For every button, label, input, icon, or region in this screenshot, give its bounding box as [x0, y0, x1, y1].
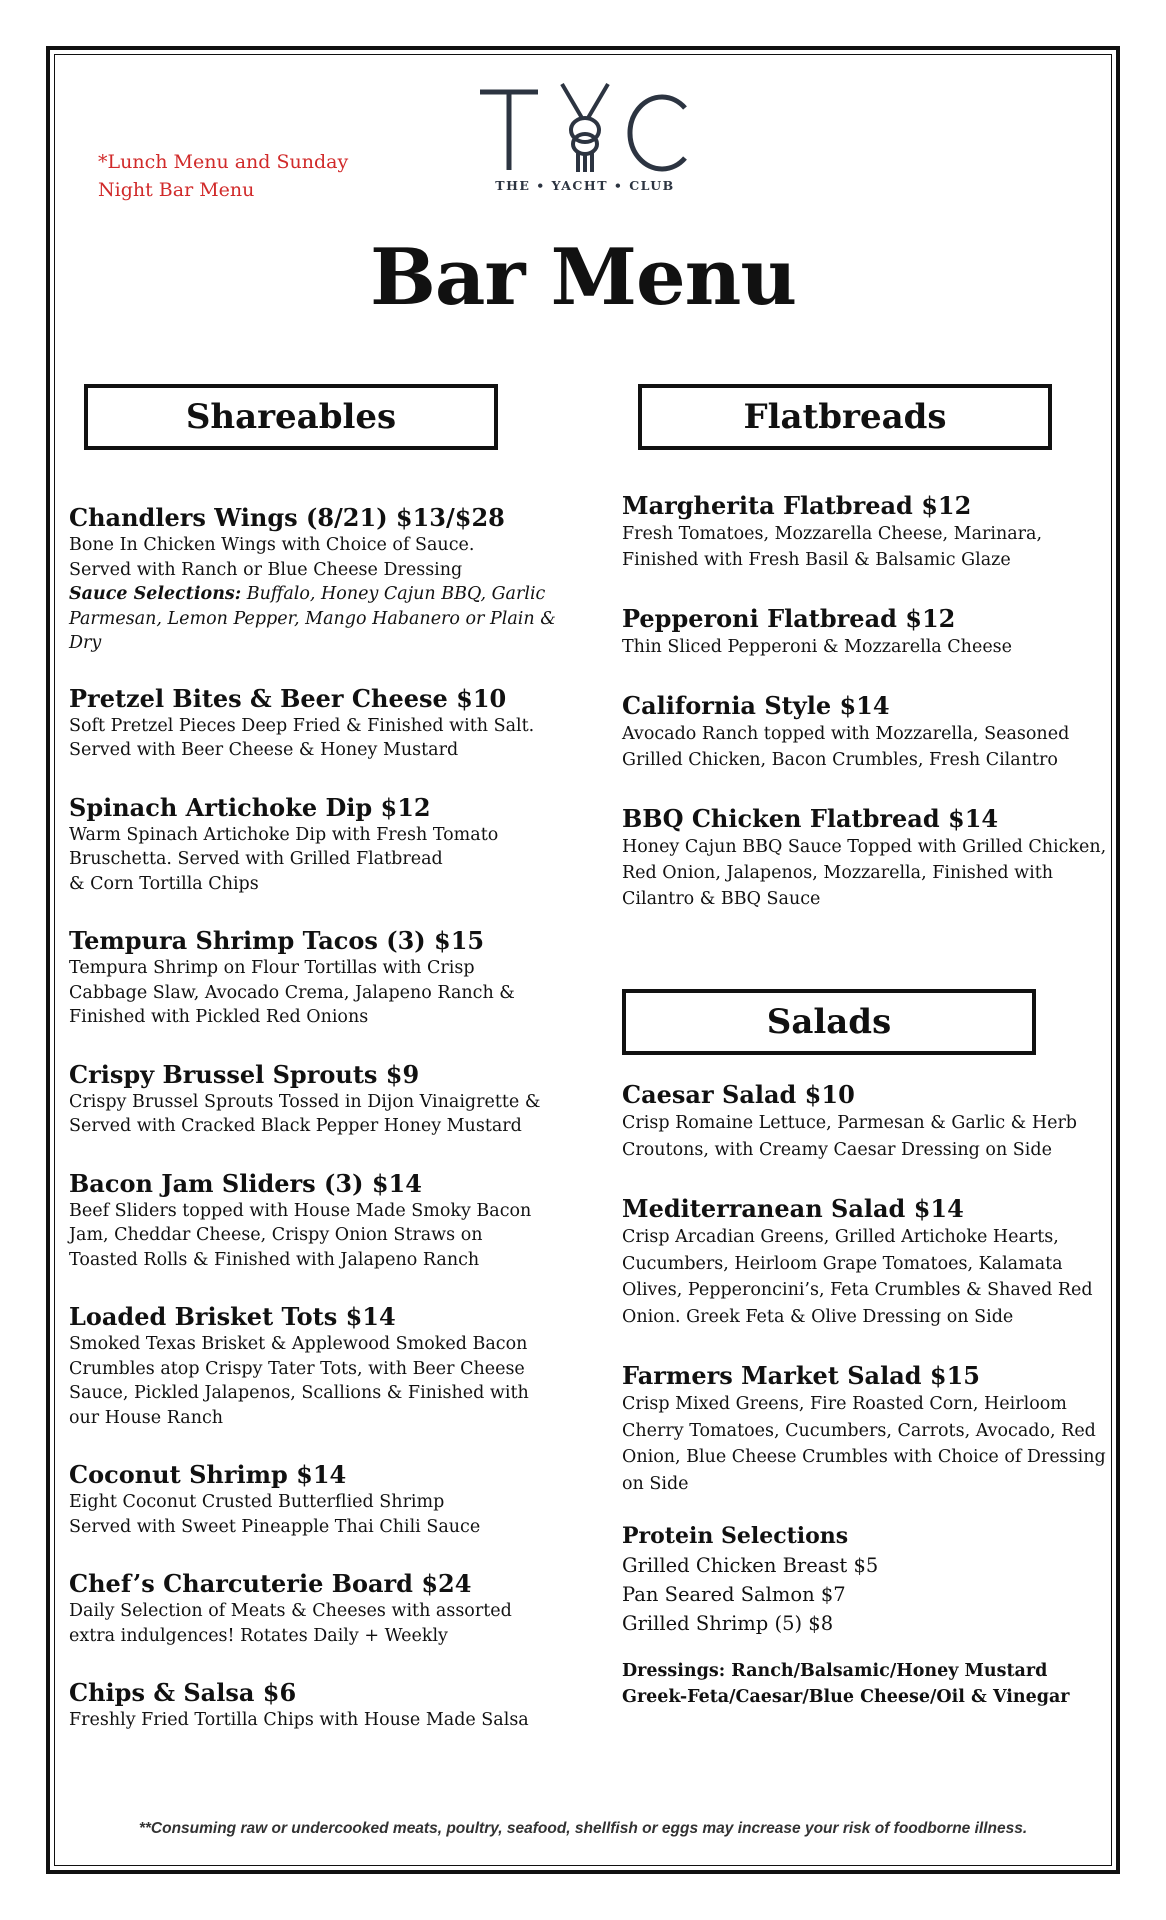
menu-item [622, 1361, 1112, 1497]
item-desc: extra indulgences! Rotates Daily + Weekly [69, 1625, 448, 1646]
item-desc: Avocado Ranch topped with Mozzarella, Seasoned [622, 724, 1070, 744]
item-name: Tempura Shrimp Tacos (3) $15 [69, 926, 485, 955]
item-desc: Finished with Fresh Basil & Balsamic Glaze [622, 550, 1011, 570]
item-desc: Freshly Fried Tortilla Chips with House Made Salsa [69, 1710, 529, 1730]
item-name: Margherita Flatbread $12 [622, 491, 972, 520]
item-name: Coconut Shrimp $14 [69, 1460, 347, 1489]
item-desc: Crispy Brussel Sprouts Tossed in Dijon Vinaigrette & [69, 1091, 541, 1112]
item-desc: Served with Sweet Pineapple Thai Chili Sauce [69, 1516, 481, 1537]
flatbreads-heading: Flatbreads [638, 384, 1052, 450]
item-desc: Red Onion, Jalapenos, Mozzarella, Finished with [622, 863, 1054, 883]
shareables-heading: Shareables [84, 384, 498, 450]
item-desc: Served with Beer Cheese & Honey Mustard [69, 740, 459, 760]
item-desc: Crisp Mixed Greens, Fire Roasted Corn, Heirloom [622, 1394, 1067, 1414]
item-name: Chef’s Charcuterie Board $24 [69, 1569, 472, 1598]
item-name: Chips & Salsa $6 [69, 1678, 297, 1707]
dressings-line: Greek-Feta/Caesar/Blue Cheese/Oil & Vinegar [622, 1687, 1070, 1707]
item-desc: Served with Cracked Black Pepper Honey Mustard [69, 1116, 522, 1136]
menu-note [98, 148, 398, 204]
sauce-selections [69, 582, 569, 607]
item-desc: Crisp Romaine Lettuce, Parmesan & Garlic & Herb [622, 1113, 1078, 1133]
menu-item [622, 491, 1112, 573]
salads-heading: Salads [622, 989, 1036, 1055]
item-name: Chandlers Wings (8/21) $13/$28 [69, 503, 505, 532]
item-desc: Finished with Pickled Red Onions [69, 1007, 369, 1027]
item-desc: Crumbles atop Crispy Tater Tots, with Beer Cheese [69, 1358, 525, 1379]
item-name: Farmers Market Salad $15 [622, 1361, 980, 1390]
menu-item [622, 691, 1112, 773]
shareables-column [69, 503, 569, 1733]
dressings-line: Dressings: Ranch/Balsamic/Honey Mustard [622, 1661, 1048, 1681]
menu-item [69, 1060, 569, 1139]
item-name: Pretzel Bites & Beer Cheese $10 [69, 683, 507, 713]
menu-item [622, 604, 1112, 660]
item-desc: Crisp Arcadian Greens, Grilled Artichoke Hearts, [622, 1227, 1059, 1247]
item-desc: Beef Sliders topped with House Made Smoky Bacon [69, 1200, 532, 1221]
item-desc: Honey Cajun BBQ Sauce Topped with Grilled Chicken, [622, 837, 1107, 857]
menu-item [69, 684, 569, 763]
protein-item: Grilled Shrimp (5) $8 [622, 1612, 834, 1635]
menu-item [622, 1194, 1112, 1330]
item-desc: Warm Spinach Artichoke Dip with Fresh Tomato [69, 824, 499, 845]
item-desc: & Corn Tortilla Chips [69, 873, 259, 894]
menu-item [622, 1080, 1112, 1163]
item-desc: Smoked Texas Brisket & Applewood Smoked Bacon [69, 1334, 528, 1354]
item-desc: Cabbage Slaw, Avocado Crema, Jalapeno Ranch & [69, 982, 515, 1003]
menu-item [69, 1460, 569, 1539]
item-desc: Cucumbers, Heirloom Grape Tomatoes, Kalamata [622, 1253, 1063, 1274]
item-desc: Daily Selection of Meats & Cheeses with assorted [69, 1601, 512, 1621]
item-name: Crispy Brussel Sprouts $9 [69, 1059, 420, 1089]
menu-item [69, 503, 569, 656]
item-desc: Eight Coconut Crusted Butterflied Shrimp [69, 1492, 445, 1512]
item-name: Loaded Brisket Tots $14 [69, 1302, 396, 1331]
item-desc: Served with Ranch or Blue Cheese Dressing [69, 559, 463, 580]
item-name: BBQ Chicken Flatbread $14 [622, 804, 999, 833]
salads-column [622, 1080, 1112, 1710]
item-desc: Bruschetta. Served with Grilled Flatbread [69, 849, 443, 869]
menu-item [69, 1169, 569, 1273]
page-title: Bar Menu [369, 232, 797, 323]
item-desc: Fresh Tomatoes, Mozzarella Cheese, Marinara, [622, 524, 1043, 544]
flatbreads-column [622, 491, 1112, 912]
item-desc: our House Ranch [69, 1407, 224, 1428]
note-line-2: Night Bar Menu [98, 179, 255, 201]
sauce-label: Sauce Selections: [69, 584, 242, 604]
item-desc: Onion, Blue Cheese Crumbles with Choice of Dressing [622, 1447, 1106, 1467]
item-desc: Croutons, with Creamy Caesar Dressing on Side [622, 1139, 1052, 1160]
item-desc: Onion. Greek Feta & Olive Dressing on Side [622, 1306, 1014, 1327]
item-desc: Thin Sliced Pepperoni & Mozzarella Cheese [622, 637, 1013, 657]
menu-item [622, 804, 1112, 912]
item-desc: Bone In Chicken Wings with Choice of Sauce. [69, 535, 475, 555]
sauce-line: Parmesan, Lemon Pepper, Mango Habanero or Plain & [69, 608, 556, 629]
protein-item: Pan Seared Salmon $7 [622, 1583, 846, 1606]
item-desc: Cilantro & BBQ Sauce [622, 889, 821, 909]
item-desc: Grilled Chicken, Bacon Crumbles, Fresh Cilantro [622, 750, 1058, 770]
item-desc: Soft Pretzel Pieces Deep Fried & Finished with Salt. [69, 715, 535, 736]
protein-selections [622, 1521, 1112, 1638]
item-desc: on Side [622, 1473, 689, 1494]
protein-item: Grilled Chicken Breast $5 [622, 1554, 879, 1577]
note-line-1: *Lunch Menu and Sunday [98, 151, 349, 173]
item-desc: Sauce, Pickled Jalapenos, Scallions & Finished with [69, 1383, 529, 1403]
item-name: Bacon Jam Sliders (3) $14 [69, 1168, 422, 1198]
item-name: Caesar Salad $10 [622, 1080, 855, 1109]
protein-heading: Protein Selections [622, 1523, 849, 1549]
item-desc: Cherry Tomatoes, Cucumbers, Carrots, Avocado, Red [622, 1420, 1096, 1441]
menu-item [69, 1678, 569, 1733]
item-desc: Olives, Pepperoncini’s, Feta Crumbles & Shaved Red [622, 1280, 1093, 1300]
menu-item [69, 793, 569, 897]
menu-item [69, 1302, 569, 1430]
item-desc: Jam, Cheddar Cheese, Crispy Onion Straws on [69, 1225, 483, 1245]
item-name: Spinach Artichoke Dip $12 [69, 792, 431, 822]
logo-tagline: THE • YACHT • CLUB [495, 178, 675, 193]
item-name: California Style $14 [622, 691, 890, 720]
item-desc: Tempura Shrimp on Flour Tortillas with Crisp [69, 958, 475, 978]
menu-item [69, 1569, 569, 1648]
menu-item [69, 926, 569, 1030]
item-name: Mediterranean Salad $14 [622, 1194, 964, 1223]
item-desc: Toasted Rolls & Finished with Jalapeno Ranch [69, 1249, 480, 1270]
item-name: Pepperoni Flatbread $12 [622, 604, 956, 633]
sauce-line: Dry [69, 633, 102, 653]
food-safety-disclaimer: **Consuming raw or undercooked meats, poultry, seafood, shellfish or eggs may increase your risk of foodborne illness. [138, 1820, 1028, 1837]
sauce-line: Buffalo, Honey Cajun BBQ, Garlic [241, 584, 546, 604]
